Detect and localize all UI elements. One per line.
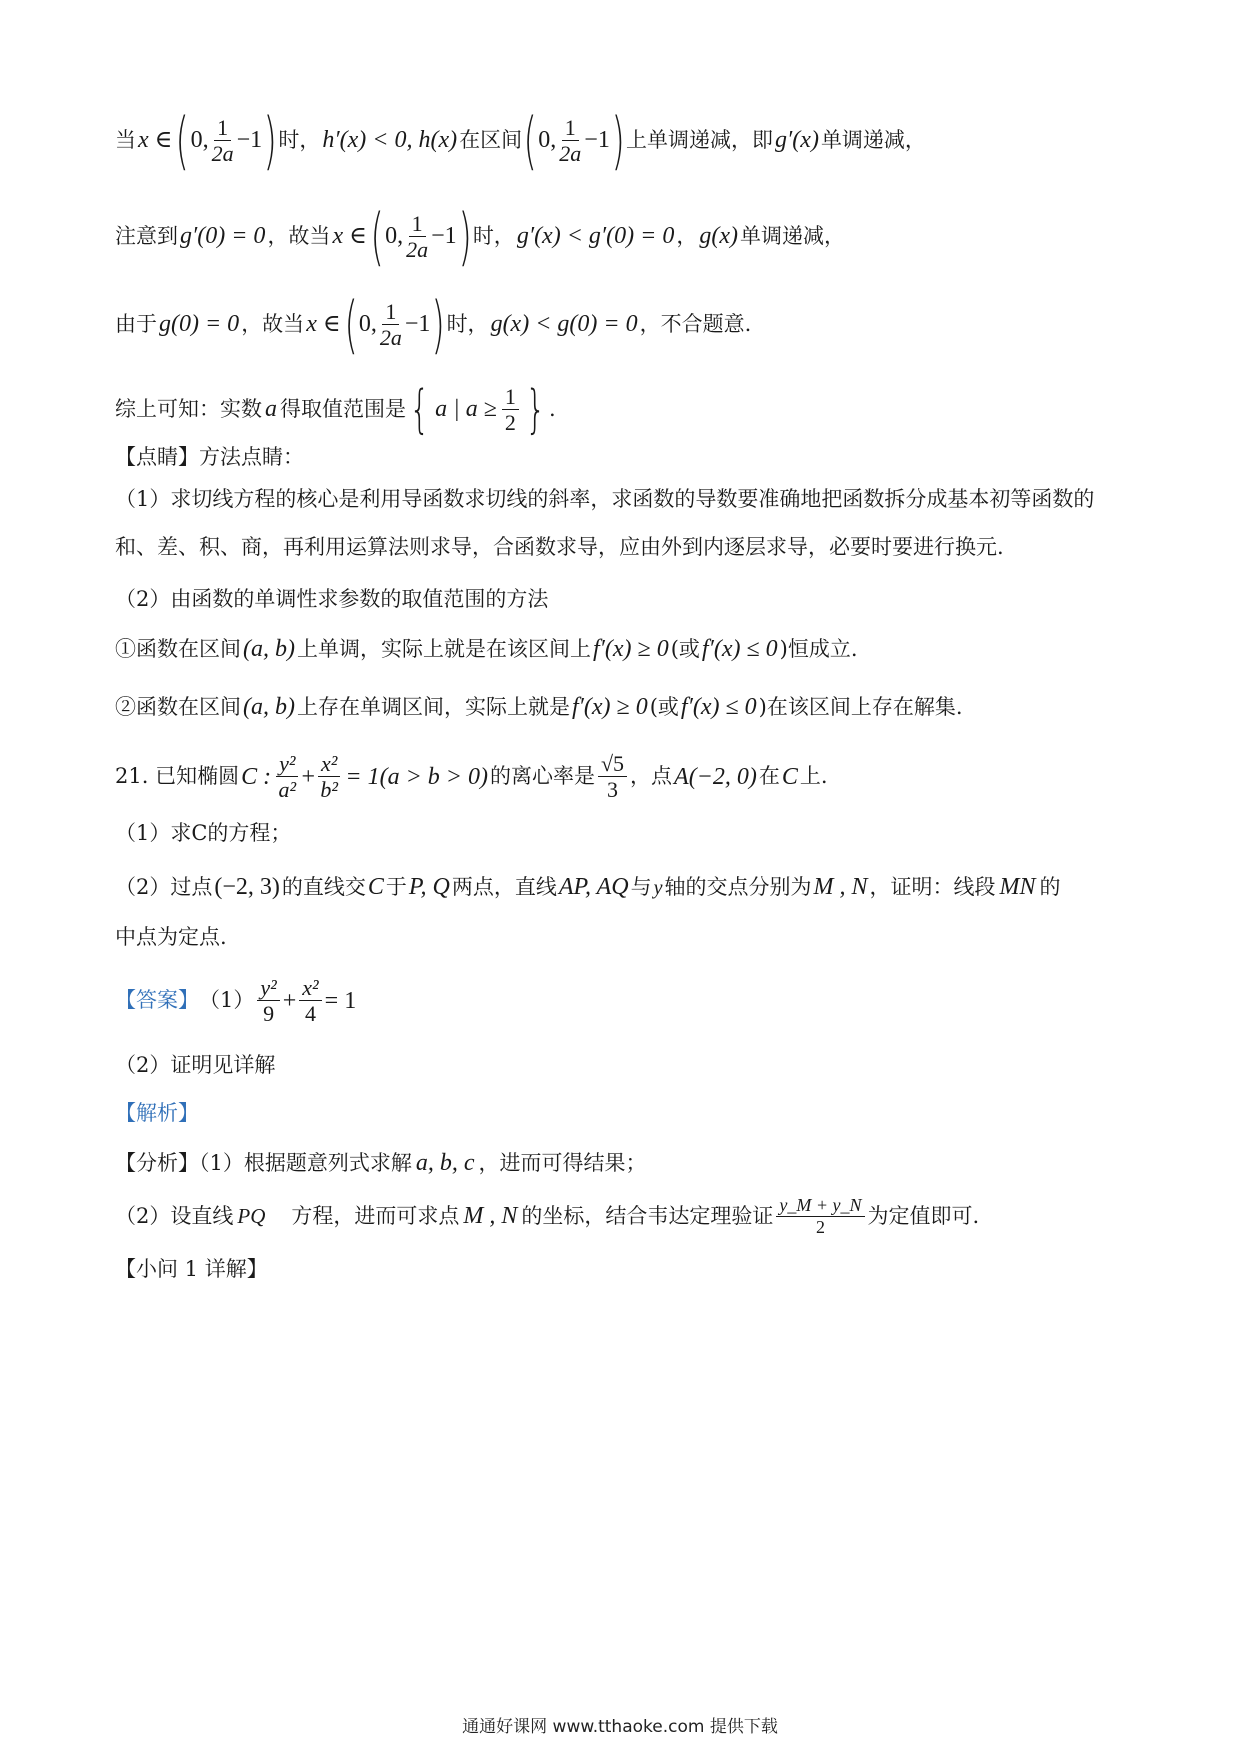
text: （1）求切线方程的核心是利用导函数求切线的斜率，求函数的导数要准确地把函数拆分成基本初等函数的和、差、积、商，再利用运算法则求导，合函数求导，应由外到内逐层求导，必要时要进行换元. (115, 487, 1095, 559)
analysis-tag (115, 1100, 1130, 1127)
text: 当 (115, 128, 136, 153)
math: y (653, 876, 663, 899)
text: 于 (385, 874, 407, 899)
math: a | a ≥ (435, 396, 497, 423)
text: (或 (670, 636, 700, 661)
right-paren: ) (611, 104, 625, 177)
text: ，不合题意. (639, 312, 752, 337)
math: M , N (813, 874, 868, 900)
text: 单调递减， (820, 128, 926, 153)
text: 时， (472, 224, 515, 249)
text: 时， (446, 312, 489, 337)
text: 与 (630, 874, 652, 899)
math: (a, b) (243, 636, 295, 662)
left-paren: ( (175, 104, 190, 177)
math: −1 (236, 127, 263, 154)
text: ①函数在区间 (115, 636, 241, 661)
text: 上存在单调区间，实际上就是 (296, 694, 570, 719)
page-footer: 通通好课网 www.tthaoke.com 提供下载 (462, 1717, 778, 1737)
text: （1） (199, 988, 255, 1013)
left-brace: { (409, 380, 430, 440)
math: M , N (463, 1203, 518, 1230)
solution-line-3 (115, 288, 1130, 361)
fraction: $\frac{\text{x²}}{4}$ (299, 976, 321, 1026)
text: （2）证明见详解 (115, 1053, 276, 1077)
text: （2）设直线 (115, 1204, 234, 1229)
math: h′(x) < 0, h(x) (322, 127, 458, 154)
math: −1 (584, 127, 610, 154)
question-21-part-2-cont (115, 924, 1130, 951)
fraction: $\frac{1}{2a}$ (559, 114, 582, 166)
tip-item-1 (115, 634, 1130, 665)
text: 注意到 (115, 224, 178, 249)
math: g′(0) = 0 (180, 223, 266, 250)
math: + (282, 987, 297, 1014)
math: a, b, c (415, 1150, 475, 1176)
text: 轴的交点分别为 (664, 874, 812, 899)
fraction: $\frac{1}{2a}$ (379, 298, 402, 350)
math: −1 (431, 223, 457, 250)
math: PQ (237, 1204, 266, 1229)
solution-line-2 (115, 200, 1130, 273)
text: ， (676, 224, 698, 249)
text: 的 (1039, 874, 1061, 899)
math: a (265, 396, 277, 423)
math: x ∈ (306, 311, 341, 338)
text: ，故当 (267, 224, 331, 249)
left-paren: ( (523, 104, 537, 177)
fraction: $\frac{\text{y²}}{\text{a²}}$ (276, 752, 298, 802)
math: g′(x) < g′(0) = 0 (516, 223, 675, 250)
right-paren: ) (431, 288, 446, 361)
answer-part-1 (115, 976, 1130, 1026)
tip-heading (115, 444, 1130, 471)
fraction: $\frac{1}{2a}$ (211, 114, 234, 166)
right-brace: } (525, 380, 546, 440)
text: 【分析】（1）根据题意列式求解 (115, 1150, 412, 1175)
math: g(x) (699, 223, 738, 250)
text: )恒成立. (779, 636, 858, 661)
right-paren: ) (263, 104, 277, 177)
text: . (548, 397, 556, 422)
text: 上单调递减，即 (626, 128, 774, 153)
math: f′(x) ≥ 0 (571, 694, 648, 720)
tip-paragraph-1 (115, 475, 1130, 571)
text: ，进而可得结果； (478, 1150, 647, 1175)
text: （2）由函数的单调性求参数的取值范围的方法 (115, 587, 549, 611)
text: 为定值即可. (867, 1204, 980, 1229)
math: MN (999, 874, 1036, 900)
text: 的离心率是 (489, 764, 595, 789)
answer-part-2 (115, 1052, 1130, 1079)
math: AP, AQ (558, 874, 629, 900)
fraction: $\frac{\text{y²}}{9}$ (257, 976, 279, 1026)
analysis-part-1 (115, 1148, 1130, 1179)
text: 的坐标，结合韦达定理验证 (521, 1204, 774, 1229)
left-paren: ( (370, 200, 384, 273)
math: 0, (358, 311, 377, 338)
question-21 (115, 752, 1130, 802)
math: C (781, 763, 798, 790)
fraction: $\frac{√5}{3}$ (598, 752, 627, 802)
text: ，故当 (241, 312, 305, 337)
solution-conclusion (115, 380, 1130, 440)
math: A(−2, 0) (674, 763, 757, 790)
math: C (367, 874, 384, 900)
math: f′(x) ≤ 0 (680, 694, 757, 720)
text: (或 (649, 694, 679, 719)
text: 时， (278, 128, 321, 153)
text: 【解析】 (115, 1101, 199, 1125)
text: （2）过点 (115, 874, 213, 899)
math: (−2, 3) (214, 874, 280, 900)
text: ②函数在区间 (115, 694, 241, 719)
text: 的直线交 (281, 874, 366, 899)
math: = 1 (324, 987, 357, 1014)
analysis-part-2 (115, 1196, 1130, 1238)
text: 由于 (115, 312, 157, 337)
text: 综上可知：实数 (115, 397, 262, 422)
question-21-part-1 (115, 820, 1130, 847)
text: 【点睛】方法点睛： (115, 445, 304, 469)
fraction: $\frac{\text{x²}}{\text{b²}}$ (318, 752, 340, 802)
question-21-part-2 (115, 872, 1130, 903)
math: C : (241, 763, 272, 790)
left-paren: ( (344, 288, 358, 361)
math: 0, (385, 223, 404, 250)
math: g(x) < g(0) = 0 (490, 311, 638, 338)
text: 【小问 1 详解】 (115, 1257, 268, 1281)
text: 在区间 (459, 128, 523, 153)
text: 在 (758, 764, 780, 789)
math: P, Q (408, 874, 450, 900)
fraction: $\frac{y\_M + y\_N}{2}$ (776, 1196, 864, 1238)
fraction: $\frac{1}{2a}$ (406, 210, 429, 262)
math: 0, (190, 127, 209, 154)
text: 两点，直线 (451, 874, 557, 899)
math: (a, b) (243, 694, 295, 720)
tip-item-2 (115, 692, 1130, 723)
answer-tag: 【答案】 (115, 988, 199, 1013)
tip-paragraph-2 (115, 586, 1130, 613)
subquestion-1-heading (115, 1256, 1130, 1283)
text: 上. (799, 764, 828, 789)
right-paren: ) (458, 200, 472, 273)
fraction: $\frac{1}{2}$ (502, 385, 519, 435)
math: g(0) = 0 (159, 311, 240, 338)
text: 中点为定点. (115, 925, 227, 949)
text: 单调递减， (739, 224, 845, 249)
text: )在该区间上存在解集. (758, 694, 963, 719)
text: ，点 (630, 764, 673, 789)
solution-line-1 (115, 104, 1130, 177)
math: −1 (404, 311, 431, 338)
math: f′(x) ≤ 0 (701, 636, 778, 662)
math: = 1(a > b > 0) (345, 763, 488, 790)
math: 0, (538, 127, 557, 154)
text: 方程，进而可求点 (291, 1204, 460, 1229)
math: + (301, 763, 315, 790)
text: 上单调，实际上就是在该区间上 (296, 636, 591, 661)
math: f′(x) ≥ 0 (592, 636, 669, 662)
math: x ∈ (332, 223, 367, 250)
math: x ∈ (138, 127, 173, 154)
text: 得取值范围是 (280, 397, 406, 422)
text: ，证明：线段 (869, 874, 996, 899)
text: 21. 已知椭圆 (115, 764, 240, 789)
math: g′(x) (775, 127, 819, 154)
text: （1）求C的方程； (115, 821, 292, 845)
